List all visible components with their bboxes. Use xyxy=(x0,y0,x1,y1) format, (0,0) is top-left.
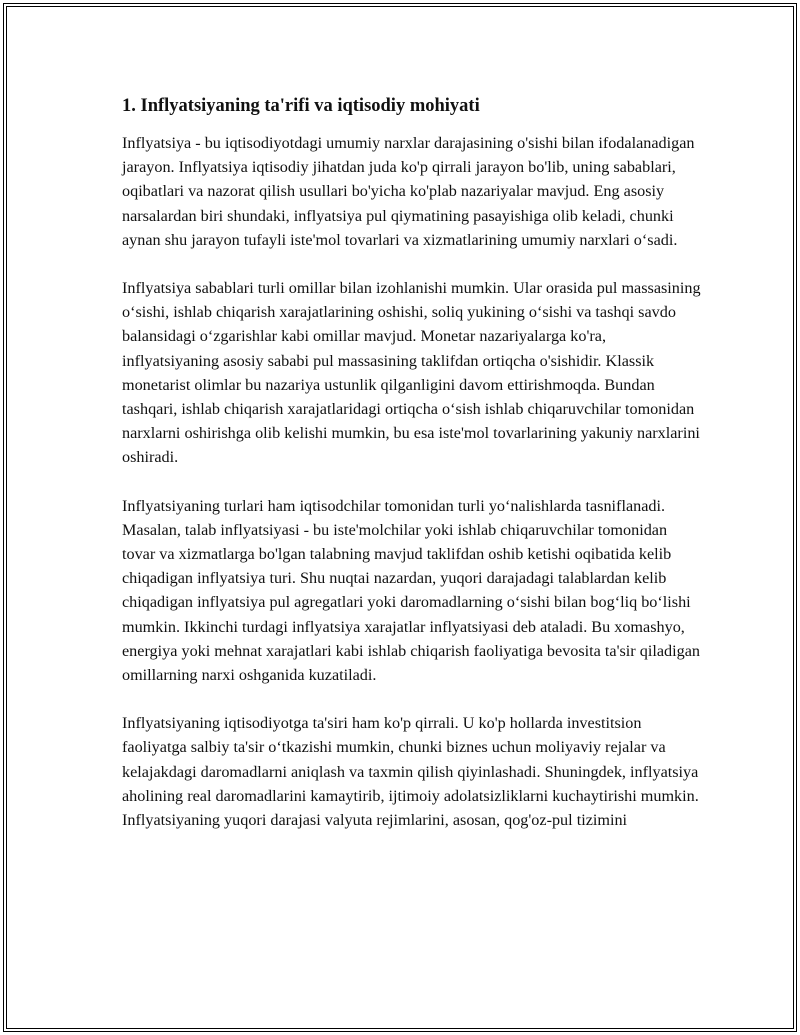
document-body xyxy=(122,93,702,856)
section-heading: 1. Inflyatsiyaning ta'rifi va iqtisodiy mohiyati xyxy=(122,96,480,116)
paragraph-types: Inflyatsiyaning turlari ham iqtisodchilar tomonidan turli yo‘nalishlarda tasniflanadi. Masalan, talab inflyatsiyasi - bu iste'molchilar yoki ishlab chiqaruvchilar tomonidan tovar va xizmatlarga bo'lgan talabning mavjud taklifdan oshib ketishi oqibatida kelib chiqadigan inflyatsiya turi. Shu nuqtai nazardan, yuqori darajadagi talablardan kelib chiqadigan inflyatsiya pul agregatlari yoki daromadlarning o‘sishi bilan bog‘liq bo‘lishi mumkin. Ikkinchi turdagi inflyatsiya xarajatlar inflyatsiyasi deb ataladi. Bu xomashyo, energiya yoki mehnat xarajatlari kabi ishlab chiqarish faoliyatiga bevosita ta'sir qiladigan omillarning narxi oshganida kuzatiladi. xyxy=(122,496,700,685)
paragraph-causes: Inflyatsiya sabablari turli omillar bilan izohlanishi mumkin. Ular orasida pul massasining o‘sishi, ishlab chiqarish xarajatlarining oshishi, soliq yukining o‘sishi va tashqi savdo balansidagi o‘zgarishlar kabi omillar mavjud. Monetar nazariyalarga ko'ra, inflyatsiyaning asosiy sababi pul massasining taklifdan ortiqcha o'sishidir. Klassik monetarist olimlar bu nazariya ustunlik qilganligini davom ettirishmoqda. Bundan tashqari, ishlab chiqarish xarajatlaridagi ortiqcha o‘sish ishlab chiqaruvchilar tomonidan narxlarni oshirishga olib kelishi mumkin, bu esa iste'mol tovarlarining yakuniy narxlarini oshiradi. xyxy=(122,279,701,467)
document-page xyxy=(3,3,797,1032)
paragraph-effects: Inflyatsiyaning iqtisodiyotga ta'siri ham ko'p qirrali. U ko'p hollarda investitsion faoliyatga salbiy ta'sir o‘tkazishi mumkin, chunki biznes uchun moliyaviy rejalar va kelajakdagi daromadlarni aniqlash va taxmin qilish qiyinlashadi. Shuningdek, inflyatsiya aholining real daromadlarini kamaytirib, ijtimoiy adolatsizliklarni kuchaytirishi mumkin. Inflyatsiyaning yuqori darajasi valyuta rejimlarini, asosan, qog'oz-pul tizimini xyxy=(122,714,699,830)
paragraph-definition: Inflyatsiya - bu iqtisodiyotdagi umumiy narxlar darajasining o'sishi bilan ifodalanadigan jarayon. Inflyatsiya iqtisodiy jihatdan juda ko'p qirrali jarayon bo'lib, uning sabablari, oqibatlari va nazorat qilish usullari bo'yicha ko'plab nazariyalar mavjud. Eng asosiy narsalardan biri shundaki, inflyatsiya pul qiymatining pasayishiga olib keladi, chunki aynan shu jarayon tufayli iste'mol tovarlari va xizmatlarining umumiy narxlari o‘sadi. xyxy=(122,134,695,249)
